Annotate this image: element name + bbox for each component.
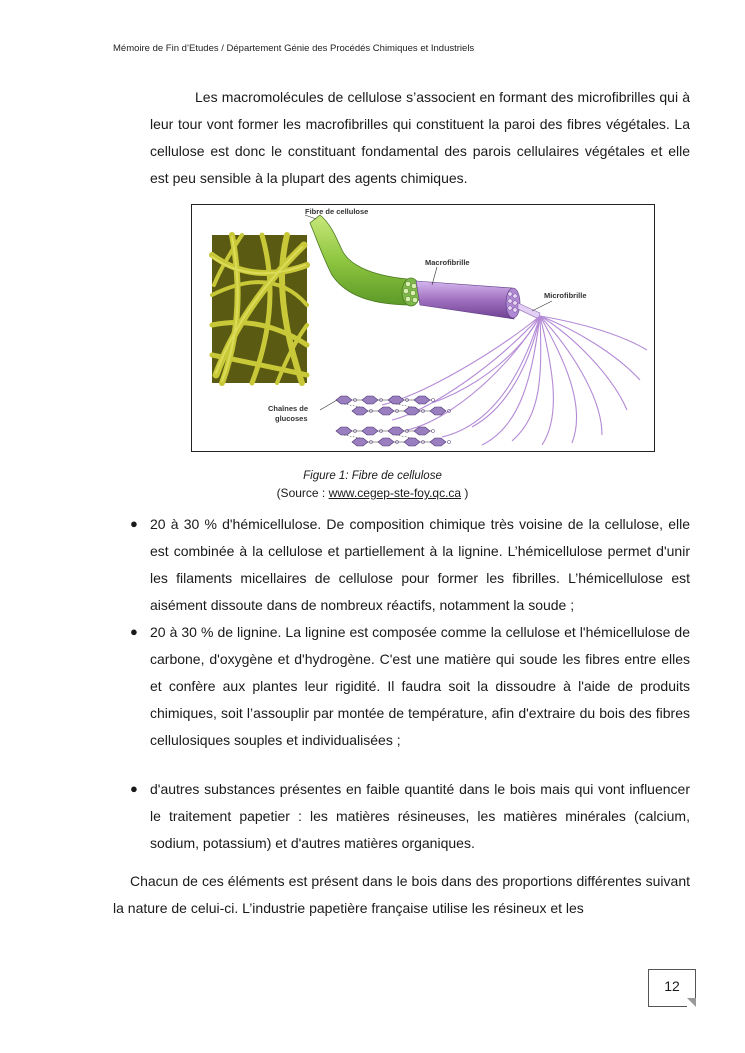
cellulose-figure bbox=[191, 204, 655, 452]
figure-source bbox=[0, 486, 745, 500]
fibre-shape bbox=[310, 215, 420, 306]
strands bbox=[382, 316, 647, 445]
bullet-lignine: 20 à 30 % de lignine. La lignine est composée comme la cellulose et l'hémicellulose de carbone, d'oxygène et d'hydrogène. C'est une matière qui soude les fibres entre elles et confère aux plantes leur rigidité. Il faudra soit la dissoudre à l'aide de produits chimiques, soit l’assouplir par montée de température, afin d'extraire du bois des fibres cellulosiques souples et individualisées ; bbox=[150, 624, 690, 748]
bullet-hemicellulose: 20 à 30 % d'hémicellulose. De composition chimique très voisine de la cellulose, elle est combinée à la cellulose et partiellement à la lignine. L’hémicellulose permet d'unir les filaments micellaires de cellulose pour former les fibrilles. L’hémicellulose est aisément dissoute dans de nombreux réactifs, notamment la soude ; bbox=[150, 516, 690, 613]
source-prefix: (Source : bbox=[276, 486, 329, 500]
page-number-box bbox=[648, 969, 696, 1007]
micrograph-image bbox=[212, 235, 307, 383]
label-fibre: Fibre de cellulose bbox=[305, 207, 369, 216]
figure-caption: Figure 1: Fibre de cellulose bbox=[303, 470, 442, 482]
source-suffix: ) bbox=[461, 486, 469, 500]
cellulose-diagram bbox=[192, 205, 655, 452]
glucose-chains bbox=[336, 396, 451, 446]
label-chains-line2: glucoses bbox=[275, 414, 308, 423]
intro-text: Les macromolécules de cellulose s’associent en formant des microfibrilles qui à leur tour vont former les macrofibrilles qui constituent la paroi des fibres végétales. La cellulose est donc le constituant fondamental des parois cellulaires végétales et elle est peu sensible à la plupart des agents chimiques. bbox=[150, 89, 690, 186]
bullet-marker: ● bbox=[130, 516, 138, 531]
page-fold-icon bbox=[687, 998, 696, 1007]
closing-paragraph: Chacun de ces éléments est présent dans le bois dans des proportions différentes suivant la nature de celui-ci. L’industrie papetière française utilise les résineux et les bbox=[113, 873, 690, 916]
microfibril-shape bbox=[518, 303, 540, 319]
macrofibril-shape bbox=[416, 281, 520, 319]
label-microfibril: Microfibrille bbox=[544, 291, 587, 300]
page-number: 12 bbox=[664, 978, 680, 994]
bullet-other-substances: d'autres substances présentes en faible quantité dans le bois mais qui vont influencer le traitement papetier : les matières résineuses, les matières minérales (calcium, sodium, potassium) et d'autres matières organiques. bbox=[150, 781, 690, 851]
source-link[interactable]: www.cegep-ste-foy.qc.ca bbox=[328, 486, 462, 500]
running-header: Mémoire de Fin d’Etudes / Département Génie des Procédés Chimiques et Industriels bbox=[113, 43, 475, 54]
label-macrofibril: Macrofibrille bbox=[425, 258, 470, 267]
bullet-marker: ● bbox=[130, 781, 138, 796]
label-chains-line1: Chaînes de bbox=[268, 404, 309, 413]
intro-paragraph bbox=[150, 84, 690, 192]
bullet-marker: ● bbox=[130, 624, 138, 639]
